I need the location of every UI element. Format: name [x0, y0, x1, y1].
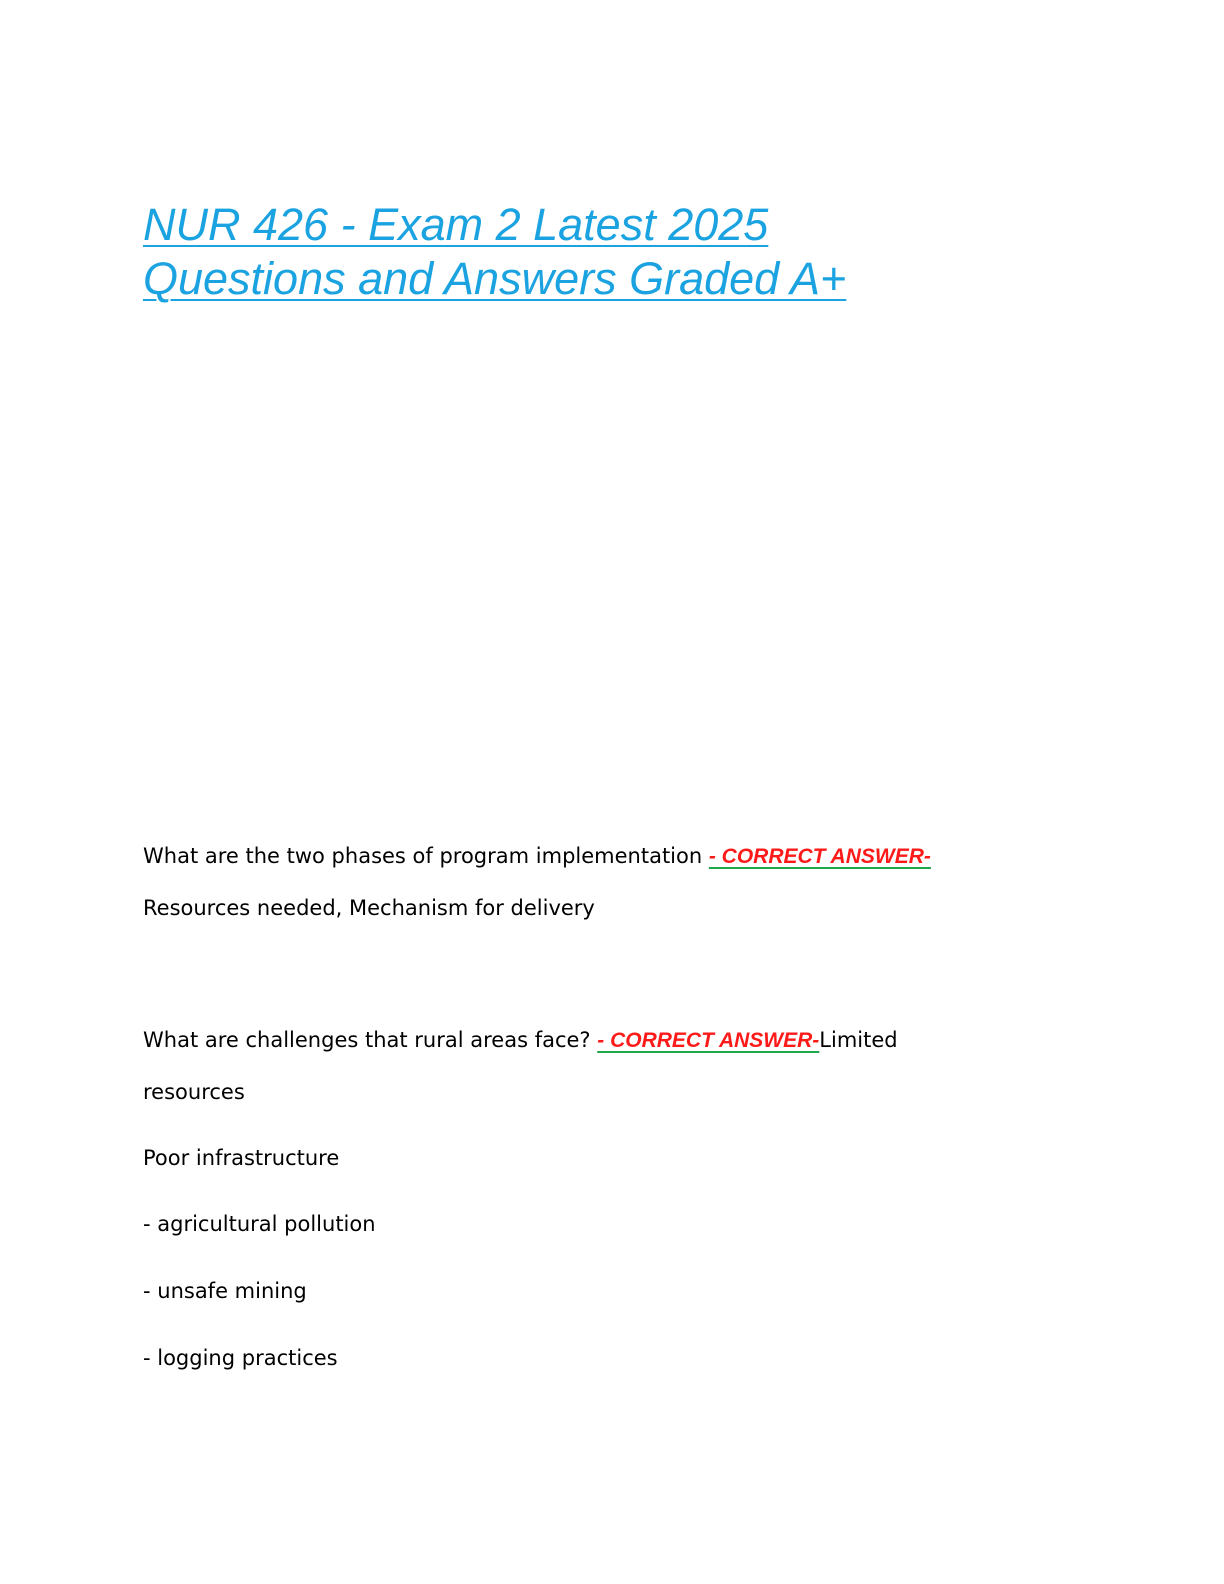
answer-2-line-3: - agricultural pollution [143, 1212, 376, 1236]
correct-answer-marker-1: - CORRECT ANSWER- [708, 845, 931, 868]
answer-2-start: Limited [819, 1028, 898, 1052]
document-title [143, 198, 1103, 306]
answer-2-line-4: - unsafe mining [143, 1279, 307, 1303]
title-line-2: Questions and Answers Graded A+ [143, 253, 847, 304]
answer-1-line-1: Resources needed, Mechanism for delivery [143, 896, 595, 920]
question-2-text: What are challenges that rural areas face? [143, 1028, 598, 1052]
answer-2-line-2: Poor infrastructure [143, 1146, 340, 1170]
question-1-text: What are the two phases of program implementation [143, 844, 709, 868]
answer-2-line-5: - logging practices [143, 1346, 338, 1370]
question-1 [143, 842, 931, 871]
correct-answer-marker-2: - CORRECT ANSWER- [597, 1029, 820, 1052]
title-line-1: NUR 426 - Exam 2 Latest 2025 [143, 199, 769, 250]
question-2 [143, 1026, 898, 1055]
answer-2-line-1: resources [143, 1080, 245, 1104]
